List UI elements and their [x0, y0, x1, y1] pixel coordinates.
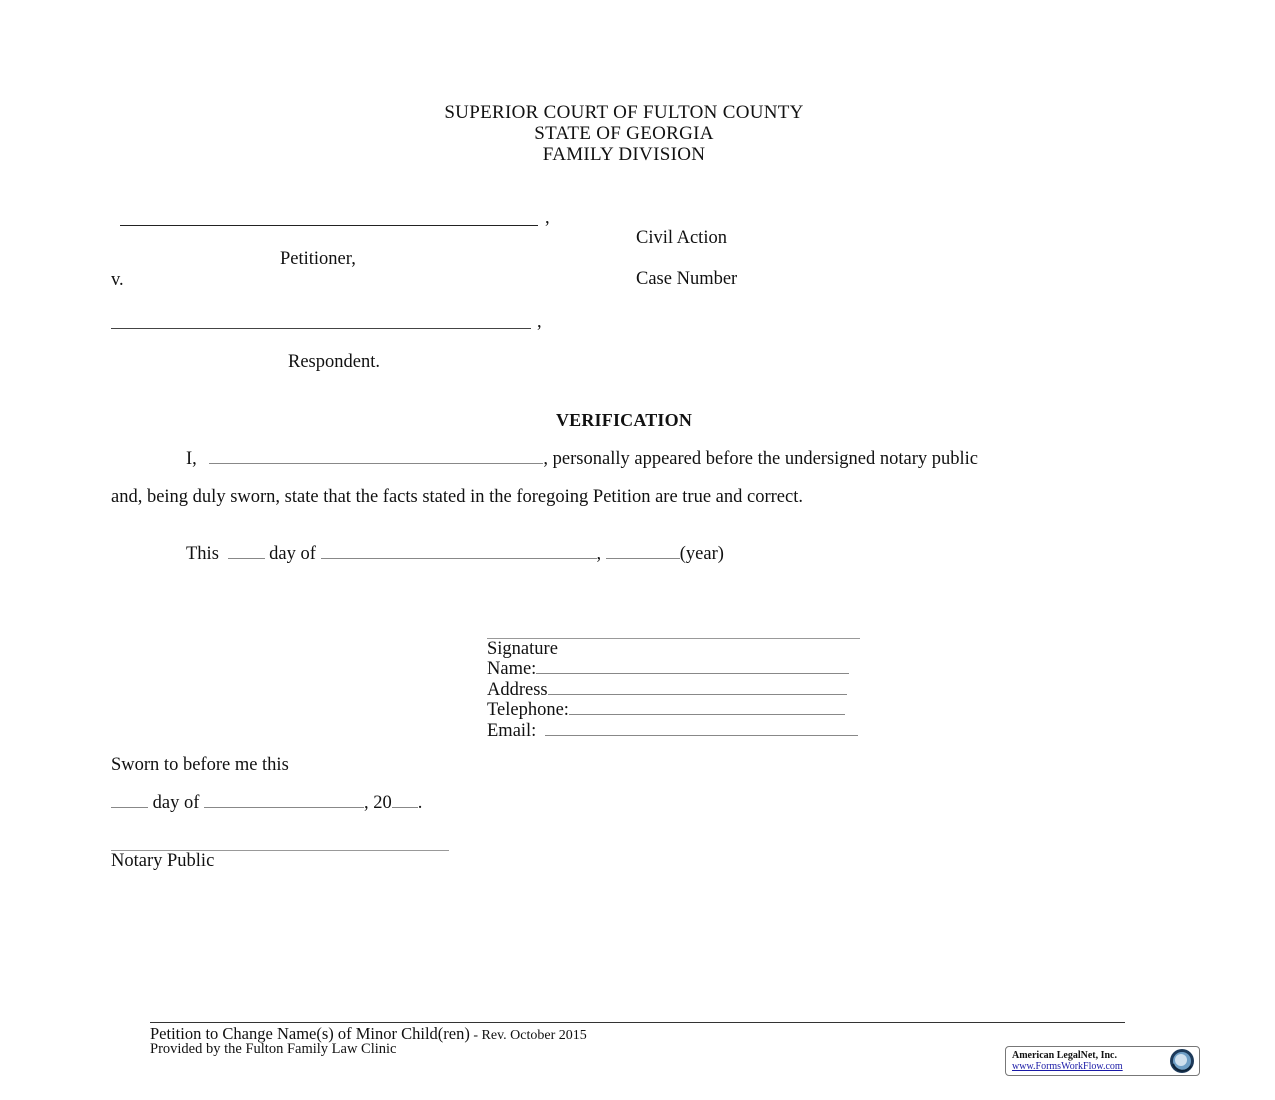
notary-date-line: [111, 793, 422, 814]
division-name: FAMILY DIVISION: [542, 144, 706, 165]
footer-form-title: Petition to Change Name(s) of Minor Child(ren): [150, 1024, 470, 1043]
petitioner-label: Petitioner,: [280, 249, 356, 269]
year-label: (year): [679, 544, 724, 564]
footer-provided-by: Provided by the Fulton Family Law Clinic: [150, 1041, 397, 1057]
verification-date-line: [186, 544, 724, 565]
telephone-label: Telephone:: [487, 700, 569, 721]
address-field[interactable]: [548, 680, 847, 695]
petitioner-comma: ,: [545, 208, 550, 228]
address-label: Address: [487, 679, 548, 700]
name-field[interactable]: [536, 659, 849, 674]
respondent-label: Respondent.: [288, 352, 380, 372]
petitioner-name-line[interactable]: [120, 225, 538, 226]
logo-url-link[interactable]: www.FormsWorkFlow.com: [1012, 1061, 1123, 1072]
telephone-field[interactable]: [569, 700, 845, 715]
verification-title: VERIFICATION: [555, 410, 693, 430]
affiant-statement: , personally appeared before the undersigned notary public: [543, 449, 979, 469]
day-of-label: day of: [269, 544, 316, 564]
date-comma: ,: [596, 544, 602, 564]
notary-day-of: day of: [152, 793, 200, 813]
notary-period: .: [417, 793, 423, 813]
year-field[interactable]: [606, 544, 680, 559]
notary-public-label: Notary Public: [111, 851, 215, 871]
notary-year-prefix: , 20: [364, 793, 392, 813]
notary-day-field[interactable]: [111, 793, 148, 808]
date-prefix: This: [186, 544, 219, 564]
affiant-name-field[interactable]: [209, 449, 543, 464]
versus-label: v.: [111, 270, 124, 290]
respondent-name-line[interactable]: [111, 328, 531, 329]
logo-company-name: American LegalNet, Inc.: [1012, 1050, 1117, 1061]
state-name: STATE OF GEORGIA: [534, 123, 714, 144]
respondent-comma: ,: [537, 312, 542, 332]
signature-label: Signature: [487, 639, 558, 659]
footer-divider: [150, 1022, 1125, 1023]
notary-month-field[interactable]: [204, 793, 364, 808]
sworn-statement: Sworn to before me this: [111, 755, 289, 775]
footer-revision: - Rev. October 2015: [469, 1028, 587, 1043]
globe-icon: [1169, 1048, 1195, 1074]
day-field[interactable]: [228, 544, 265, 559]
civil-action-label: Civil Action: [636, 228, 727, 248]
notary-year-field[interactable]: [392, 793, 418, 808]
verification-line-2: and, being duly sworn, state that the facts stated in the foregoing Petition are true and correct.: [111, 487, 803, 507]
month-field[interactable]: [321, 544, 597, 559]
court-name: SUPERIOR COURT OF FULTON COUNTY: [444, 102, 804, 123]
signature-block: [487, 640, 858, 741]
name-label: Name:: [487, 659, 537, 680]
americanlegalnet-logo[interactable]: [1005, 1046, 1200, 1076]
email-field[interactable]: [545, 721, 858, 736]
affiant-prefix: I,: [186, 449, 197, 469]
email-label: Email:: [487, 720, 537, 741]
verification-line-1: [186, 449, 978, 470]
case-number-label: Case Number: [636, 269, 738, 289]
